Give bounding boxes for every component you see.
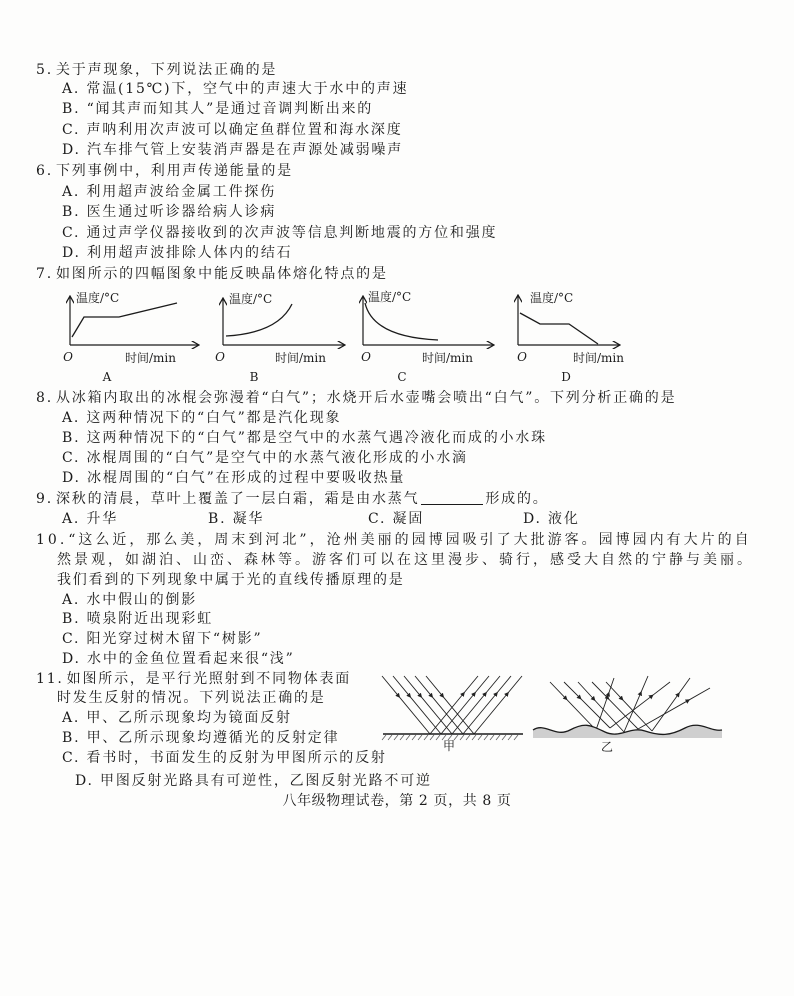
hatch-line	[508, 735, 512, 740]
q5-option-a: A. 常温(15℃)下，空气中的声速大于水中的声速	[62, 81, 409, 97]
reflected-ray	[610, 682, 670, 728]
q11-option-b: B. 甲、乙所示现象均遵循光的反射定律	[62, 730, 340, 746]
page-footer: 八年级物理试卷，第 2 页，共 8 页	[282, 793, 512, 809]
hatch-line	[460, 735, 464, 740]
q9-options-row	[0, 509, 794, 529]
incident-ray	[393, 676, 441, 734]
graph-letter: C	[397, 370, 407, 384]
incident-ray	[415, 676, 463, 734]
temperature-curve	[520, 313, 598, 344]
q6-option-d: D. 利用超声波排除人体内的结石	[62, 245, 293, 261]
question-number: 8.	[36, 390, 53, 406]
q11-option-a: A. 甲、乙所示现象均为镜面反射	[62, 710, 292, 726]
y-axis-label: 温度/°C	[76, 291, 120, 305]
y-axis-label: 温度/°C	[530, 291, 574, 305]
q9-stem-text-before: 深秋的清晨，草叶上覆盖了一层白霜，霜是由水蒸气	[55, 491, 420, 507]
figure-label-yi: 乙	[600, 740, 614, 754]
incident-ray	[578, 682, 624, 732]
reflected-ray	[638, 688, 710, 729]
q5-stem	[36, 60, 277, 80]
q7-graph-b	[208, 285, 353, 385]
q7-stem-text: 如图所示的四幅图象中能反映晶体熔化特点的是	[55, 266, 388, 282]
q9-option-b: B. 凝华	[208, 511, 265, 527]
q7-graph-d	[503, 285, 638, 385]
q11-stem-line-1	[36, 669, 351, 689]
question-number: 6.	[36, 163, 53, 179]
q6-stem	[36, 161, 293, 181]
q5-option-d: D. 汽车排气管上安装消声器是在声源处减弱噪声	[62, 142, 404, 158]
question-number: 5.	[36, 62, 53, 78]
q10-stem-line-3: 我们看到的下列现象中属于光的直线传播原理的是	[57, 572, 405, 588]
reflected-ray	[441, 676, 489, 734]
q11-stem-text: 如图所示，是平行光照射到不同物体表面	[66, 671, 352, 687]
q6-option-b: B. 医生通过听诊器给病人诊病	[62, 204, 277, 220]
q10-option-c: C. 阳光穿过树木留下“树影”	[62, 631, 263, 647]
x-axis-label: 时间/min	[275, 351, 326, 365]
q8-option-b: B. 这两种情况下的“白气”都是空气中的水蒸气遇冷液化而成的小水珠	[62, 430, 547, 446]
y-axis-label: 温度/°C	[229, 292, 273, 306]
reflected-ray	[652, 678, 690, 731]
reflected-ray	[430, 676, 478, 734]
hatch-line	[418, 735, 422, 740]
temperature-curve	[226, 304, 292, 336]
hatch-line	[424, 735, 428, 740]
incident-ray	[404, 676, 452, 734]
x-axis-label: 时间/min	[422, 351, 473, 365]
q9-option-a: A. 升华	[62, 511, 119, 527]
hatch-line	[490, 735, 494, 740]
q5-stem-text: 关于声现象，下列说法正确的是	[55, 62, 278, 78]
incident-ray	[382, 676, 430, 734]
temperature-curve	[72, 303, 177, 337]
hatch-line	[496, 735, 500, 740]
q10-stem-line-2: 然景观，如湖泊、山峦、森林等。游客们可以在这里漫步、骑行，感受大自然的宁静与美丽。	[57, 552, 754, 568]
q7-graph-c	[348, 285, 500, 385]
light-rays	[382, 676, 522, 734]
hatch-line	[514, 735, 518, 740]
specular-reflection-figure	[378, 670, 528, 755]
graph-letter: A	[102, 370, 112, 384]
hatch-line	[436, 735, 440, 740]
hatch-line	[412, 735, 416, 740]
q9-option-c: C. 凝固	[368, 511, 425, 527]
origin-label: O	[63, 350, 73, 364]
incident-ray	[426, 676, 474, 734]
hatch-line	[388, 735, 392, 740]
q11-option-d: D. 甲图反射光路具有可逆性，乙图反射光路不可逆	[75, 773, 432, 789]
q8-stem-text: 从冰箱内取出的冰棍会弥漫着“白气”；水烧开后水壶嘴会喷出“白气”。下列分析正确的是	[55, 390, 677, 406]
x-axis-label: 时间/min	[125, 351, 176, 365]
q9-stem	[36, 489, 549, 509]
question-number: 9.	[36, 491, 53, 507]
q8-stem	[36, 388, 676, 408]
hatch-line	[484, 735, 488, 740]
hatch-line	[406, 735, 410, 740]
light-rays	[550, 676, 710, 732]
q10-option-a: A. 水中假山的倒影	[62, 592, 198, 608]
x-axis-label: 时间/min	[573, 351, 624, 365]
q10-option-d: D. 水中的金鱼位置看起来很“浅”	[62, 651, 295, 667]
incident-ray	[606, 682, 652, 731]
q5-option-b: B. “闻其声而知其人”是通过音调判断出来的	[62, 101, 374, 117]
question-number: 7.	[36, 266, 53, 282]
origin-label: O	[215, 350, 225, 364]
hatch-line	[382, 735, 386, 740]
q6-option-a: A. 利用超声波给金属工件探伤	[62, 184, 277, 200]
q11-stem-line-2: 时发生反射的情况。下列说法正确的是	[57, 690, 326, 706]
diffuse-reflection-figure	[530, 670, 725, 755]
answer-blank	[421, 490, 483, 505]
q7-stem	[36, 264, 388, 284]
hatch-line	[478, 735, 482, 740]
origin-label: O	[361, 350, 371, 364]
reflected-ray	[474, 676, 522, 734]
q10-option-b: B. 喷泉附近出现彩虹	[62, 611, 213, 627]
q6-option-c: C. 通过声学仪器接收到的次声波等信息判断地震的方位和强度	[62, 225, 498, 241]
temperature-curve	[365, 303, 438, 340]
graph-letter: B	[249, 370, 259, 384]
origin-label: O	[517, 350, 527, 364]
q9-stem-text-after: 形成的。	[485, 491, 549, 507]
reflected-ray	[463, 676, 511, 734]
question-number: 10.	[36, 532, 68, 548]
q10-stem-text: “这么近，那么美，周末到河北”，沧州美丽的园博园吸引了大批游客。园博园内有大片的自	[68, 532, 752, 548]
q8-option-a: A. 这两种情况下的“白气”都是汽化现象	[62, 410, 342, 426]
incident-ray	[550, 682, 596, 730]
q6-stem-text: 下列事例中，利用声传递能量的是	[55, 163, 293, 179]
hatch-line	[430, 735, 434, 740]
hatch-line	[394, 735, 398, 740]
reflected-ray	[624, 676, 648, 732]
q7-graph-a	[55, 285, 205, 385]
y-axis-label: 温度/°C	[368, 290, 412, 304]
figure-label-jia: 甲	[442, 739, 456, 753]
q10-stem-line-1	[36, 530, 752, 550]
question-number: 11.	[36, 671, 64, 687]
graph-letter: D	[561, 370, 571, 384]
q8-option-c: C. 冰棍周围的“白气”是空气中的水蒸气液化形成的小水滴	[62, 450, 468, 466]
q9-option-d: D. 液化	[523, 511, 580, 527]
reflected-ray	[452, 676, 500, 734]
q5-option-c: C. 声呐利用次声波可以确定鱼群位置和海水深度	[62, 122, 403, 138]
hatch-line	[466, 735, 470, 740]
q8-option-d: D. 冰棍周围的“白气”在形成的过程中要吸收热量	[62, 470, 406, 486]
q11-option-c: C. 看书时，书面发生的反射为甲图所示的反射	[62, 750, 387, 766]
hatch-line	[472, 735, 476, 740]
hatch-line	[400, 735, 404, 740]
hatch-line	[502, 735, 506, 740]
